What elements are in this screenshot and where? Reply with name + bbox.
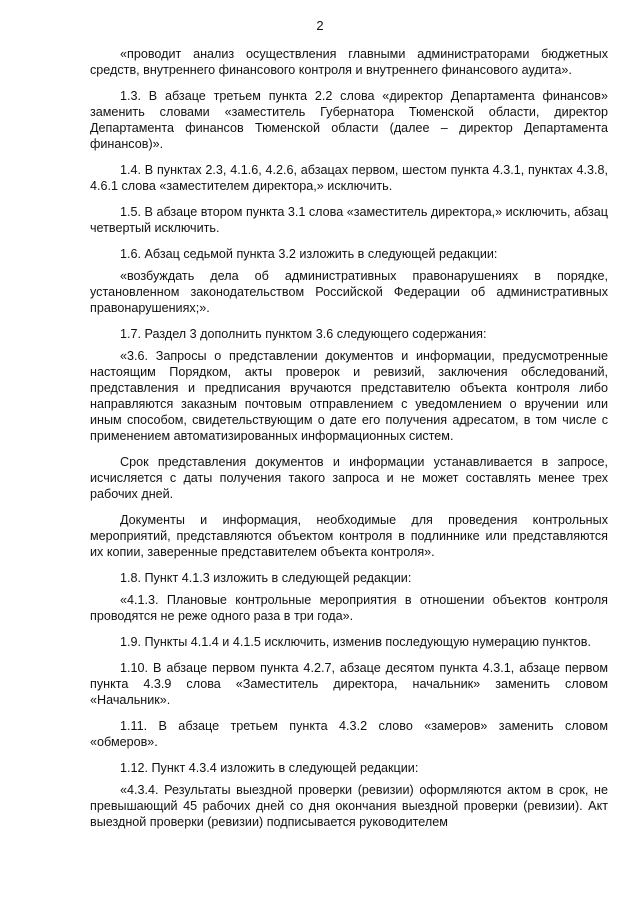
- paragraph-1-10: 1.10. В абзаце первом пункта 4.2.7, абзаце десятом пункта 4.3.1, абзаце первом пункта 4.3.9 слова «Заместитель директора, начальник» заменить словом «Начальник».: [90, 661, 608, 707]
- paragraph-1-12: 1.12. Пункт 4.3.4 изложить в следующей редакции:: [120, 761, 419, 775]
- document-body: [90, 46, 608, 840]
- paragraph-srok: Срок представления документов и информации устанавливается в запросе, исчисляется с даты получения такого запроса и не может составлять менее трех рабочих дней.: [90, 455, 608, 501]
- paragraph-4-3-4-quote: «4.3.4. Результаты выездной проверки (ревизии) оформляются актом в срок, не превышающий 45 рабочих дней со дня окончания выездной проверки (ревизии). Акт выездной проверки (ревизии) подписывается руководителем: [90, 783, 608, 829]
- paragraph-1-6-quote: «возбуждать дела об административных правонарушениях в порядке, установленном законодательством Российской Федерации об административных правонарушениях;».: [90, 269, 608, 315]
- paragraph-1-6: 1.6. Абзац седьмой пункта 3.2 изложить в следующей редакции:: [120, 247, 498, 261]
- paragraph-1-9: 1.9. Пункты 4.1.4 и 4.1.5 исключить, изменив последующую нумерацию пунктов.: [120, 635, 591, 649]
- paragraph-1-7: 1.7. Раздел 3 дополнить пунктом 3.6 следующего содержания:: [120, 327, 487, 341]
- paragraph-1-3: 1.3. В абзаце третьем пункта 2.2 слова «директор Департамента финансов» заменить словами «заместитель Губернатора Тюменской области, директор Департамента финансов Тюменской области (далее – директор Департамента финансов)».: [90, 89, 608, 151]
- paragraph-4-1-3-quote: «4.1.3. Плановые контрольные мероприятия в отношении объектов контроля проводятся не реже одного раза в три года».: [90, 593, 608, 623]
- page-number: 2: [316, 18, 324, 33]
- paragraph-1-4: 1.4. В пунктах 2.3, 4.1.6, 4.2.6, абзацах первом, шестом пункта 4.3.1, пунктах 4.3.8, 4.6.1 слова «заместителем директора,» исключить.: [90, 163, 608, 193]
- paragraph-1-8: 1.8. Пункт 4.1.3 изложить в следующей редакции:: [120, 571, 412, 585]
- paragraph-1-5: 1.5. В абзаце втором пункта 3.1 слова «заместитель директора,» исключить, абзац четвертый исключить.: [90, 205, 608, 235]
- paragraph-3-6-quote: «3.6. Запросы о представлении документов и информации, предусмотренные настоящим Порядком, акты проверок и ревизий, заключения обследований, представления и предписания вручаются представителю объекта контроля либо направляются заказным почтовым отправлением с уведомлением о вручении или иным способом, свидетельствующим о дате его получения адресатом, в том числе с применением автоматизированных информационных систем.: [90, 349, 608, 443]
- paragraph-1: «проводит анализ осуществления главными администраторами бюджетных средств, внутреннего финансового контроля и внутреннего финансового аудита».: [90, 47, 608, 77]
- paragraph-dokumenty: Документы и информация, необходимые для проведения контрольных мероприятий, представляются объектом контроля в подлиннике или представляются их копии, заверенные представителем объекта контроля».: [90, 513, 608, 559]
- paragraph-1-11: 1.11. В абзаце третьем пункта 4.3.2 слово «замеров» заменить словом «обмеров».: [90, 719, 608, 749]
